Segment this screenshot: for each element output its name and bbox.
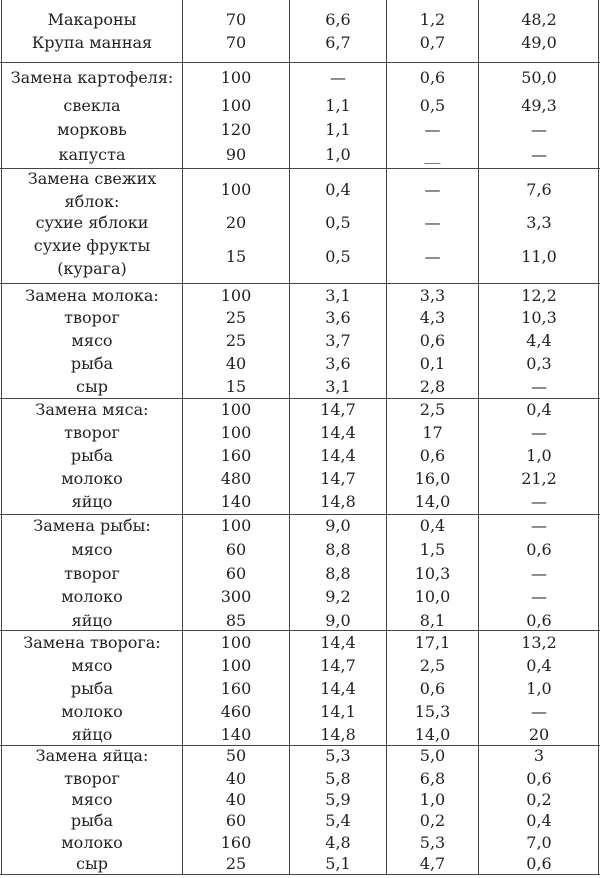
table-cell: 100 <box>220 516 252 535</box>
table-cell: 50 <box>225 746 247 765</box>
row-label: молоко <box>61 587 123 606</box>
table-cell: 5,8 <box>325 769 351 788</box>
row-label: мясо <box>71 790 113 809</box>
table-cell: 25 <box>225 308 247 327</box>
table-cell: 10,3 <box>521 308 557 327</box>
table-cell: 2,5 <box>419 656 446 675</box>
table-cell: 160 <box>220 833 252 852</box>
table-cell: 480 <box>220 469 252 488</box>
row-label: капуста <box>58 145 126 164</box>
table-cell: 8,1 <box>419 611 446 630</box>
table-cell: 100 <box>220 180 252 199</box>
table-cell: 140 <box>220 492 252 511</box>
row-label: Крупа манная <box>31 33 153 52</box>
table-cell: 17 <box>422 423 443 442</box>
table-cell: 85 <box>225 611 247 630</box>
table-cell: — <box>531 564 547 583</box>
table-cell: 0,7 <box>419 33 446 52</box>
row-label: Замена свежих яблок: <box>27 169 157 211</box>
table-cell: — <box>424 120 441 139</box>
table-cell: 3,3 <box>419 286 446 305</box>
table-cell: 60 <box>225 540 247 559</box>
table-cell: 14,1 <box>320 702 356 721</box>
row-label: сыр <box>76 854 108 873</box>
row-label: Замена молока: <box>25 286 159 305</box>
row-label: морковь <box>57 120 127 139</box>
table-cell: 15 <box>225 247 247 266</box>
table-cell: 100 <box>220 68 252 87</box>
table-cell: 0,2 <box>419 811 446 830</box>
table-cell: 9,0 <box>325 516 351 535</box>
row-label: Замена творога: <box>23 633 161 652</box>
table-cell: 0,6 <box>526 611 552 630</box>
table-cell: 100 <box>220 656 252 675</box>
table-cell: 300 <box>220 587 252 606</box>
table-cell: 100 <box>220 423 252 442</box>
table-cell: 3,1 <box>325 286 351 305</box>
table-cell: 14,7 <box>320 400 356 419</box>
row-label: Замена яйца: <box>35 746 149 765</box>
table-cell: 20 <box>528 725 550 744</box>
row-label: яйцо <box>71 611 113 630</box>
table-cell: 3,7 <box>325 331 351 350</box>
table-cell: 4,3 <box>419 308 446 327</box>
table-cell: 0,4 <box>526 811 552 830</box>
table-cell: 6,8 <box>419 769 446 788</box>
table-cell: 10,0 <box>414 587 451 606</box>
table-cell: 0,1 <box>419 354 446 373</box>
table-cell: 60 <box>225 564 247 583</box>
row-label: сухие яблоки <box>35 213 149 232</box>
row-label: рыба <box>70 354 114 373</box>
row-label: Замена картофеля: <box>10 68 174 87</box>
table-cell: 3,6 <box>325 308 351 327</box>
table-cell: — <box>531 587 547 606</box>
table-cell: 40 <box>225 790 247 809</box>
table-cell: 0,6 <box>419 68 446 87</box>
table-cell: 14,0 <box>414 492 451 511</box>
table-cell: 14,8 <box>320 492 356 511</box>
row-label: рыба <box>70 446 114 465</box>
table-cell: 1,1 <box>325 96 351 115</box>
table-cell: — <box>424 180 441 199</box>
table-cell: 14,8 <box>320 725 356 744</box>
table-cell: 100 <box>220 633 252 652</box>
table-cell: 25 <box>225 331 247 350</box>
table-cell: 5,4 <box>325 811 351 830</box>
table-cell: 5,1 <box>325 854 351 873</box>
table-cell: 0,6 <box>419 446 446 465</box>
table-cell: 0,4 <box>526 400 552 419</box>
table-cell: — <box>424 213 441 232</box>
table-cell: 17,1 <box>414 633 451 652</box>
table-cell: 14,7 <box>320 656 356 675</box>
table-cell: 6,6 <box>325 10 351 29</box>
table-cell: 3,1 <box>325 377 351 396</box>
table-cell: — <box>531 377 547 396</box>
row-label: молоко <box>61 833 123 852</box>
row-label: свекла <box>63 96 121 115</box>
table-cell: 0,6 <box>419 679 446 698</box>
table-cell: — <box>531 145 547 164</box>
table-cell: 1,2 <box>419 10 446 29</box>
table-cell: 7,0 <box>526 833 552 852</box>
table-cell: 40 <box>225 354 247 373</box>
table-cell: 0,4 <box>325 180 351 199</box>
row-label: Макароны <box>47 10 137 29</box>
table-cell: — <box>531 516 547 535</box>
table-cell: 8,8 <box>325 564 351 583</box>
table-cell: 13,2 <box>521 633 557 652</box>
table-cell: — <box>330 68 346 87</box>
table-cell: 21,2 <box>521 469 557 488</box>
table-cell: 90 <box>225 145 247 164</box>
table-cell: 0,4 <box>526 656 552 675</box>
table-cell: 1,5 <box>419 540 446 559</box>
row-label: мясо <box>71 540 113 559</box>
table-cell: 70 <box>225 10 247 29</box>
table-cell: 2,8 <box>419 377 446 396</box>
table-cell: 0,4 <box>419 516 446 535</box>
table-cell: 5,9 <box>325 790 351 809</box>
row-label: Замена мяса: <box>35 400 149 419</box>
table-cell: 160 <box>220 446 252 465</box>
table-cell: 7,6 <box>526 180 552 199</box>
table-cell: 9,0 <box>325 611 351 630</box>
table-cell: 0,5 <box>325 213 351 232</box>
group-separator <box>0 62 600 63</box>
row-label: яйцо <box>71 725 113 744</box>
table-cell: 0,5 <box>325 247 351 266</box>
table-cell: 100 <box>220 96 252 115</box>
table-cell: 12,2 <box>521 286 557 305</box>
group-separator <box>0 283 600 284</box>
table-cell: 14,7 <box>320 469 356 488</box>
row-label: сыр <box>76 377 108 396</box>
table-cell: 6,7 <box>325 33 351 52</box>
table-cell: 16,0 <box>414 469 451 488</box>
table-cell: 49,3 <box>521 96 557 115</box>
table-cell: 15,3 <box>414 702 451 721</box>
table-cell: 1,0 <box>526 446 552 465</box>
row-label: мясо <box>71 331 113 350</box>
table-cell: 1,0 <box>325 145 351 164</box>
table-cell: 100 <box>220 286 252 305</box>
table-cell: 11,0 <box>521 247 557 266</box>
table-cell: 0,3 <box>526 354 552 373</box>
table-cell: 14,4 <box>320 679 356 698</box>
table-cell: 0,2 <box>526 790 552 809</box>
row-label: творог <box>64 564 120 583</box>
table-cell: 1,1 <box>325 120 351 139</box>
row-label: творог <box>64 769 120 788</box>
table-cell: 49,0 <box>521 33 557 52</box>
table-cell: 20 <box>225 213 247 232</box>
table-cell: 0,5 <box>419 96 446 115</box>
table-cell: 1,0 <box>526 679 552 698</box>
row-label: мясо <box>71 656 113 675</box>
row-label: рыба <box>70 811 114 830</box>
table-cell: 40 <box>225 769 247 788</box>
table-cell: 0,6 <box>419 331 446 350</box>
table-cell: 4,7 <box>419 854 446 873</box>
table-cell: 0,6 <box>526 854 552 873</box>
table-cell: — <box>531 492 547 511</box>
table-cell: 1,0 <box>419 790 446 809</box>
table-cell: 5,3 <box>419 833 446 852</box>
table-cell: — <box>531 120 547 139</box>
table-cell: 9,2 <box>325 587 351 606</box>
row-label: рыба <box>70 679 114 698</box>
table-cell: 120 <box>220 120 252 139</box>
row-label: творог <box>64 308 120 327</box>
table-cell: 3,3 <box>526 213 552 232</box>
table-cell: 4,8 <box>325 833 351 852</box>
row-label: молоко <box>61 702 123 721</box>
table-cell: 14,0 <box>414 725 451 744</box>
table-cell: — <box>531 702 547 721</box>
row-label: творог <box>64 423 120 442</box>
table-cell: 14,4 <box>320 446 356 465</box>
table-cell: 460 <box>220 702 252 721</box>
table-cell: 10,3 <box>414 564 451 583</box>
table-cell: 3,6 <box>325 354 351 373</box>
table-cell: 5,3 <box>325 746 351 765</box>
table-cell: 50,0 <box>521 68 557 87</box>
table-cell: 60 <box>225 811 247 830</box>
table-cell: 8,8 <box>325 540 351 559</box>
table-cell: — <box>424 247 441 266</box>
table-cell: __ <box>424 145 441 164</box>
table-cell: 0,6 <box>526 769 552 788</box>
table-cell: 160 <box>220 679 252 698</box>
table-cell: 48,2 <box>521 10 557 29</box>
table-cell: 3 <box>533 746 545 765</box>
table-cell: 0,6 <box>526 540 552 559</box>
row-label: молоко <box>61 469 123 488</box>
table-cell: 15 <box>225 377 247 396</box>
table-cell: 2,5 <box>419 400 446 419</box>
table-cell: 100 <box>220 400 252 419</box>
row-label: яйцо <box>71 492 113 511</box>
table-cell: 14,4 <box>320 633 356 652</box>
table-cell: 70 <box>225 33 247 52</box>
table-cell: 5,0 <box>419 746 446 765</box>
row-label: сухие фрукты (курага) <box>33 236 151 278</box>
table-cell: 25 <box>225 854 247 873</box>
row-label: Замена рыбы: <box>33 516 151 535</box>
table-cell: — <box>531 423 547 442</box>
table-cell: 4,4 <box>526 331 552 350</box>
table-cell: 140 <box>220 725 252 744</box>
table-cell: 14,4 <box>320 423 356 442</box>
